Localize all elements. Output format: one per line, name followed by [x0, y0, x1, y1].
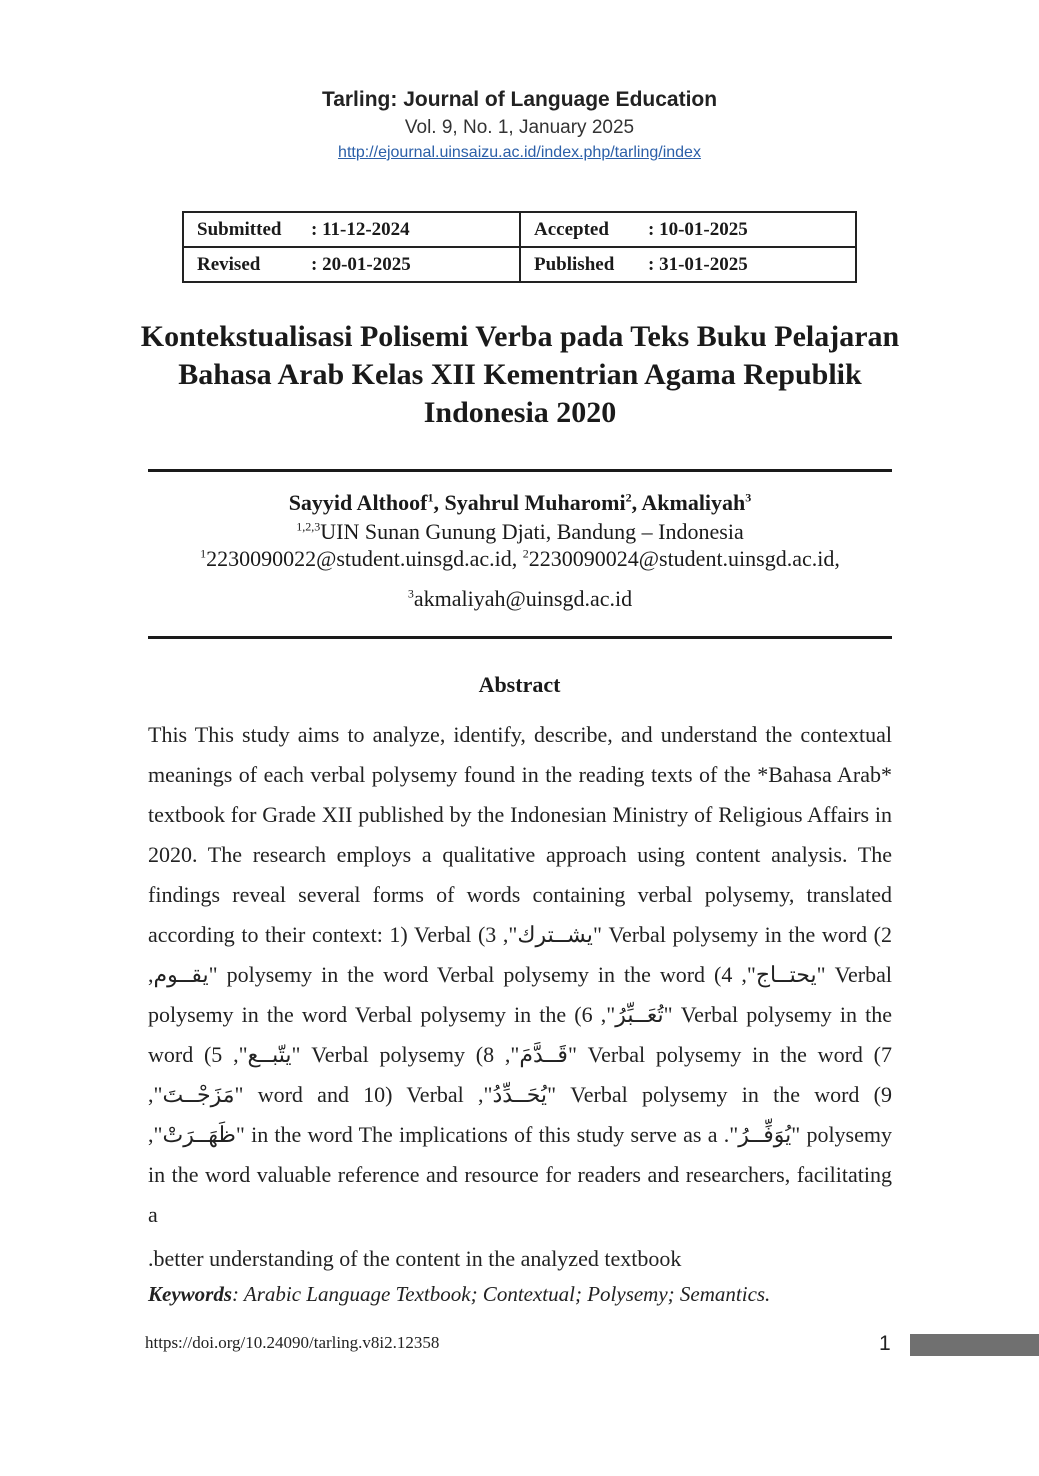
- page-number: 1: [879, 1332, 891, 1355]
- affiliation-text: UIN Sunan Gunung Djati, Bandung – Indonesia: [320, 519, 744, 544]
- accepted-label: Accepted: [534, 218, 609, 240]
- journal-header: [0, 86, 1039, 165]
- published-label: Published: [534, 253, 615, 275]
- abstract-last-line: .better understanding of the content in the analyzed textbook: [148, 1246, 682, 1271]
- author-name: Sayyid Althoof: [288, 490, 428, 515]
- keywords: [148, 1279, 892, 1309]
- submitted-label: Submitted: [197, 218, 282, 240]
- affiliation-sup: 1,2,3: [296, 519, 321, 534]
- submitted-cell: [183, 212, 520, 247]
- author-sup: 3: [745, 490, 752, 505]
- email-link[interactable]: 2230090022@student.uinsgd.ac.id,: [206, 546, 518, 571]
- page-bar-decoration: [910, 1334, 1039, 1356]
- author-name: Syahrul Muharomi: [444, 490, 626, 515]
- submitted-value: : 11-12-2024: [311, 218, 410, 240]
- journal-title: Tarling: Journal of Language Education: [321, 88, 718, 111]
- author-list: [120, 488, 920, 518]
- author-block: [120, 488, 920, 612]
- email-line: [120, 545, 920, 572]
- affiliation: [120, 518, 920, 545]
- paper-title: Kontekstualisasi Polisemi Verba pada Teks Buku Pelajaran Bahasa Arab Kelas XII Kementrian Agama Republik Indonesia 2020: [140, 320, 900, 429]
- author-separator: ,: [631, 490, 642, 515]
- doi-link[interactable]: https://doi.org/10.24090/tarling.v8i2.12358: [145, 1333, 440, 1352]
- top-divider: [148, 469, 892, 472]
- dates-row: [183, 247, 856, 282]
- submission-dates-table: [182, 211, 857, 283]
- email-sup: 3: [407, 586, 414, 601]
- accepted-cell: [520, 212, 856, 247]
- keywords-text: : Arabic Language Textbook; Contextual; Polysemy; Semantics.: [232, 1282, 771, 1306]
- author-sup: 2: [625, 490, 632, 505]
- dates-row: [183, 212, 856, 247]
- revised-value: : 20-01-2025: [311, 253, 411, 275]
- published-cell: [520, 247, 856, 282]
- email-line: [120, 585, 920, 612]
- journal-url-link[interactable]: http://ejournal.uinsaizu.ac.id/index.php/tarling/index: [338, 144, 701, 161]
- email-link[interactable]: akmaliyah@uinsgd.ac.id: [413, 586, 633, 611]
- revised-cell: [183, 247, 520, 282]
- author-sup: 1: [427, 490, 434, 505]
- email-sup: 2: [522, 546, 529, 561]
- author-name: Akmaliyah: [641, 490, 746, 515]
- revised-label: Revised: [197, 253, 261, 275]
- email-link[interactable]: 2230090024@student.uinsgd.ac.id,: [528, 546, 840, 571]
- journal-issue: Vol. 9, No. 1, January 2025: [404, 117, 635, 138]
- abstract-heading: Abstract: [478, 672, 561, 697]
- author-separator: ,: [433, 490, 445, 515]
- published-value: : 31-01-2025: [648, 253, 748, 275]
- accepted-value: : 10-01-2025: [648, 218, 748, 240]
- keywords-label: Keywords: [148, 1282, 232, 1306]
- email-sup: 1: [200, 546, 207, 561]
- abstract-body: This This study aims to analyze, identify, describe, and understand the contextual meanings of each verbal polysemy found in the reading texts of the *Bahasa Arab* textbook for Grade XII published by the Indonesian Ministry of Religious Affairs in 2020. The research employs a qualitative approach using content analysis. The findings reveal several forms of words containing verbal polysemy, translated according to their context: 1) Verbal (3 ,"يشــترك" Verbal polysemy in the word (2 ,يقــوم" polysemy in the word Verbal polysemy in the word (4 ,"يحتــاج" Verbal polysemy in the word Verbal polysemy in the (6 ,"تُعَــبِّرُ" Verbal polysemy in the word (5 ,"يتّبــع" Verbal polysemy (8 ,"قَــدَّمَ" Verbal polysemy in the word (7 ,"مَزَجْــتَ" word and 10) Verbal ,"يُحَــدِّدُ" Verbal polysemy in the word (9 ,"ظَهَــرَتْ" in the word The implications of this study serve as a ."يُوَفِّــرُ" polysemy in the word valuable reference and resource for readers and researchers, facilitating a: [148, 722, 893, 1227]
- bottom-divider: [148, 636, 892, 639]
